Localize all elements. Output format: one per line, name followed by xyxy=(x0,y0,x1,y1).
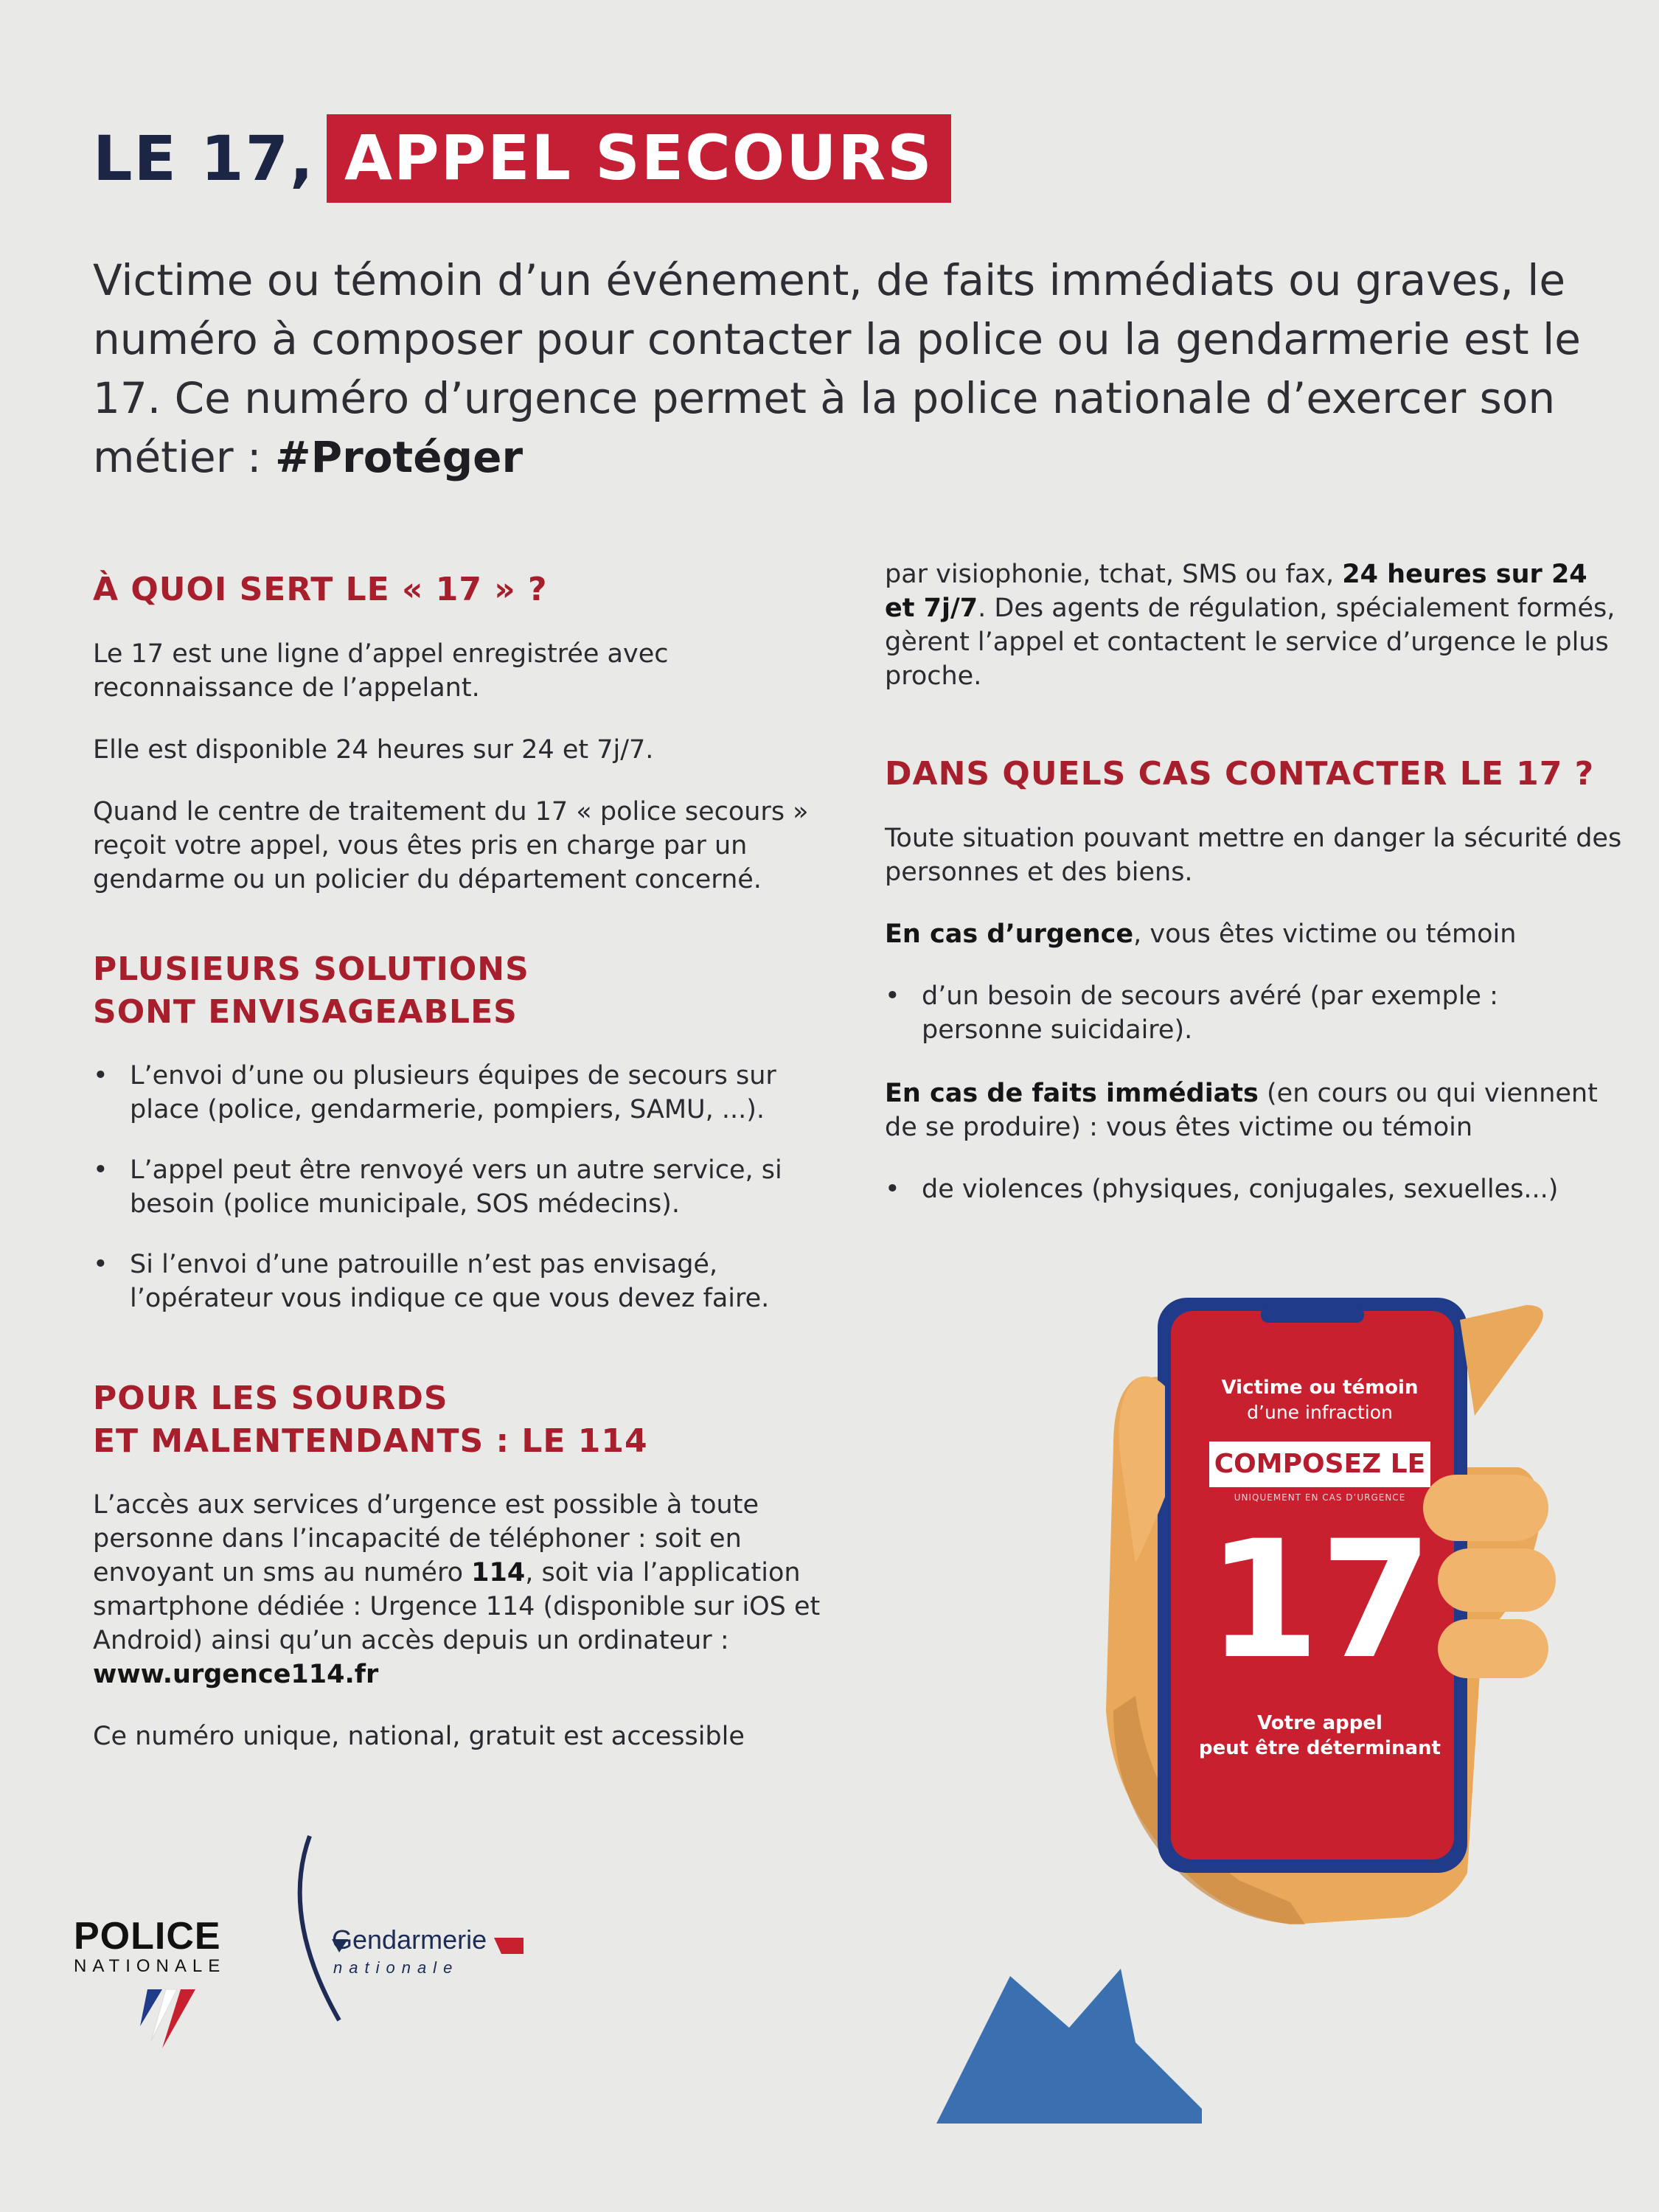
paragraph-availability: Elle est disponible 24 heures sur 24 et 7j/7. xyxy=(93,735,654,765)
solutions-list xyxy=(93,1059,830,1315)
section-title-deaf-line2: ET MALENTENDANTS : LE 114 xyxy=(93,1422,648,1460)
list-item: • d’un besoin de secours avéré (par exemple : personne suicidaire). xyxy=(885,979,1622,1047)
phone-line-3a: Votre appel xyxy=(1257,1712,1382,1734)
police-nationale-logo xyxy=(74,1917,258,2059)
paragraph-free-number: Ce numéro unique, national, gratuit est accessible xyxy=(93,1722,745,1751)
phone-line-1: Victime ou témoin xyxy=(1221,1377,1419,1399)
text-bold-24h: 24 heures sur 24 et 7j/7 xyxy=(885,560,1587,623)
paragraph-continuation xyxy=(885,557,1622,693)
text-run: , soit via l’application smartphone dédiée : Urgence 114 (disponible sur iOS et Android) ainsi qu’un accès depuis un ordinateur : xyxy=(93,1558,821,1655)
tricolor-flame-icon xyxy=(118,1982,206,2056)
paragraph-danger: Toute situation pouvant mettre en danger la sécurité des personnes et des biens. xyxy=(885,824,1622,887)
police-logo-subword: NATIONALE xyxy=(74,1956,226,1976)
gendarmerie-nationale-logo xyxy=(280,1829,524,2035)
phone-big-number: 17 xyxy=(1206,1506,1433,1694)
list-item: • L’appel peut être renvoyé vers un autre service, si besoin (police municipale, SOS médecins). xyxy=(93,1153,830,1221)
paragraph-faits-immediats xyxy=(885,1077,1622,1144)
gendarmerie-logo-word: Gendarmerie xyxy=(332,1924,487,1955)
paragraph-recorded-line: Le 17 est une ligne d’appel enregistrée avec reconnaissance de l’appelant. xyxy=(93,639,669,703)
text-bold-urgence: En cas d’urgence xyxy=(885,919,1134,949)
list-item: • L’envoi d’une ou plusieurs équipes de secours sur place (police, gendarmerie, pompiers, SAMU, ...). xyxy=(93,1059,830,1127)
intro-paragraph xyxy=(93,251,1597,487)
phone-line-3b: peut être déterminant xyxy=(1199,1737,1441,1759)
police-logo-word: POLICE xyxy=(74,1915,221,1958)
phone-cta-box: COMPOSEZ LE xyxy=(1209,1441,1430,1487)
urgence114-link[interactable]: www.urgence114.fr xyxy=(93,1660,379,1689)
paragraph-call-center: Quand le centre de traitement du 17 « police secours » reçoit votre appel, vous êtes pris en charge par un gendarme ou un policier du département concerné. xyxy=(93,797,809,894)
phone-notch xyxy=(1261,1307,1364,1323)
right-column xyxy=(885,557,1622,1236)
number-114: 114 xyxy=(471,1558,526,1587)
phone-small-note: UNIQUEMENT EN CAS D’URGENCE xyxy=(1234,1492,1406,1503)
paragraph-urgence xyxy=(885,917,1622,951)
list-item: • Si l’envoi d’une patrouille n’est pas envisagé, l’opérateur vous indique ce que vous devez faire. xyxy=(93,1248,830,1315)
section-title-deaf xyxy=(93,1377,830,1463)
text-run: (en cours ou qui viennent de se produire) : vous êtes victime ou témoin xyxy=(885,1079,1598,1142)
section-title-what-is-17: À QUOI SERT LE « 17 » ? xyxy=(93,571,548,608)
section-title-when-to-call: DANS QUELS CAS CONTACTER LE 17 ? xyxy=(885,755,1595,793)
phone-illustration xyxy=(892,1253,1600,2124)
text-bold-faits: En cas de faits immédiats xyxy=(885,1079,1259,1108)
list-item: • de violences (physiques, conjugales, sexuelles...) xyxy=(885,1172,1622,1206)
section-title-solutions xyxy=(93,948,830,1034)
intro-hashtag: #Protéger xyxy=(274,432,524,482)
phone-line-3 xyxy=(1165,1711,1475,1761)
left-column xyxy=(93,568,830,1781)
paragraph-114-access xyxy=(93,1488,830,1691)
urgence-list xyxy=(885,979,1622,1047)
text-run: , vous êtes victime ou témoin xyxy=(1133,919,1517,949)
title-part-1: LE 17, xyxy=(93,122,315,195)
gendarmerie-logo-subword: nationale xyxy=(333,1958,459,1977)
section-title-solutions-line1: PLUSIEURS SOLUTIONS xyxy=(93,950,529,988)
text-run: . Des agents de régulation, spécialement formés, gèrent l’appel et contactent le service d’urgence le plus proche. xyxy=(885,594,1615,691)
text-run: L’accès aux services d’urgence est possible à toute personne dans l’incapacité de téléphoner : soit en envoyant un sms au numéro xyxy=(93,1490,759,1587)
page-title xyxy=(93,103,951,214)
arm-sleeve-shape xyxy=(936,1969,1202,2124)
section-title-solutions-line2: SONT ENVISAGEABLES xyxy=(93,993,518,1031)
title-part-2-highlight: APPEL SECOURS xyxy=(327,114,951,203)
intro-text: Victime ou témoin d’un événement, de faits immédiats ou graves, le numéro à composer pour contacter la police ou la gendarmerie est le 17. Ce numéro d’urgence permet à la police nationale d’exercer son métier : xyxy=(93,255,1581,482)
section-title-deaf-line1: POUR LES SOURDS xyxy=(93,1380,448,1417)
faits-list xyxy=(885,1172,1622,1206)
text-run: par visiophonie, tchat, SMS ou fax, xyxy=(885,560,1343,589)
phone-line-2: d’une infraction xyxy=(1247,1402,1393,1423)
